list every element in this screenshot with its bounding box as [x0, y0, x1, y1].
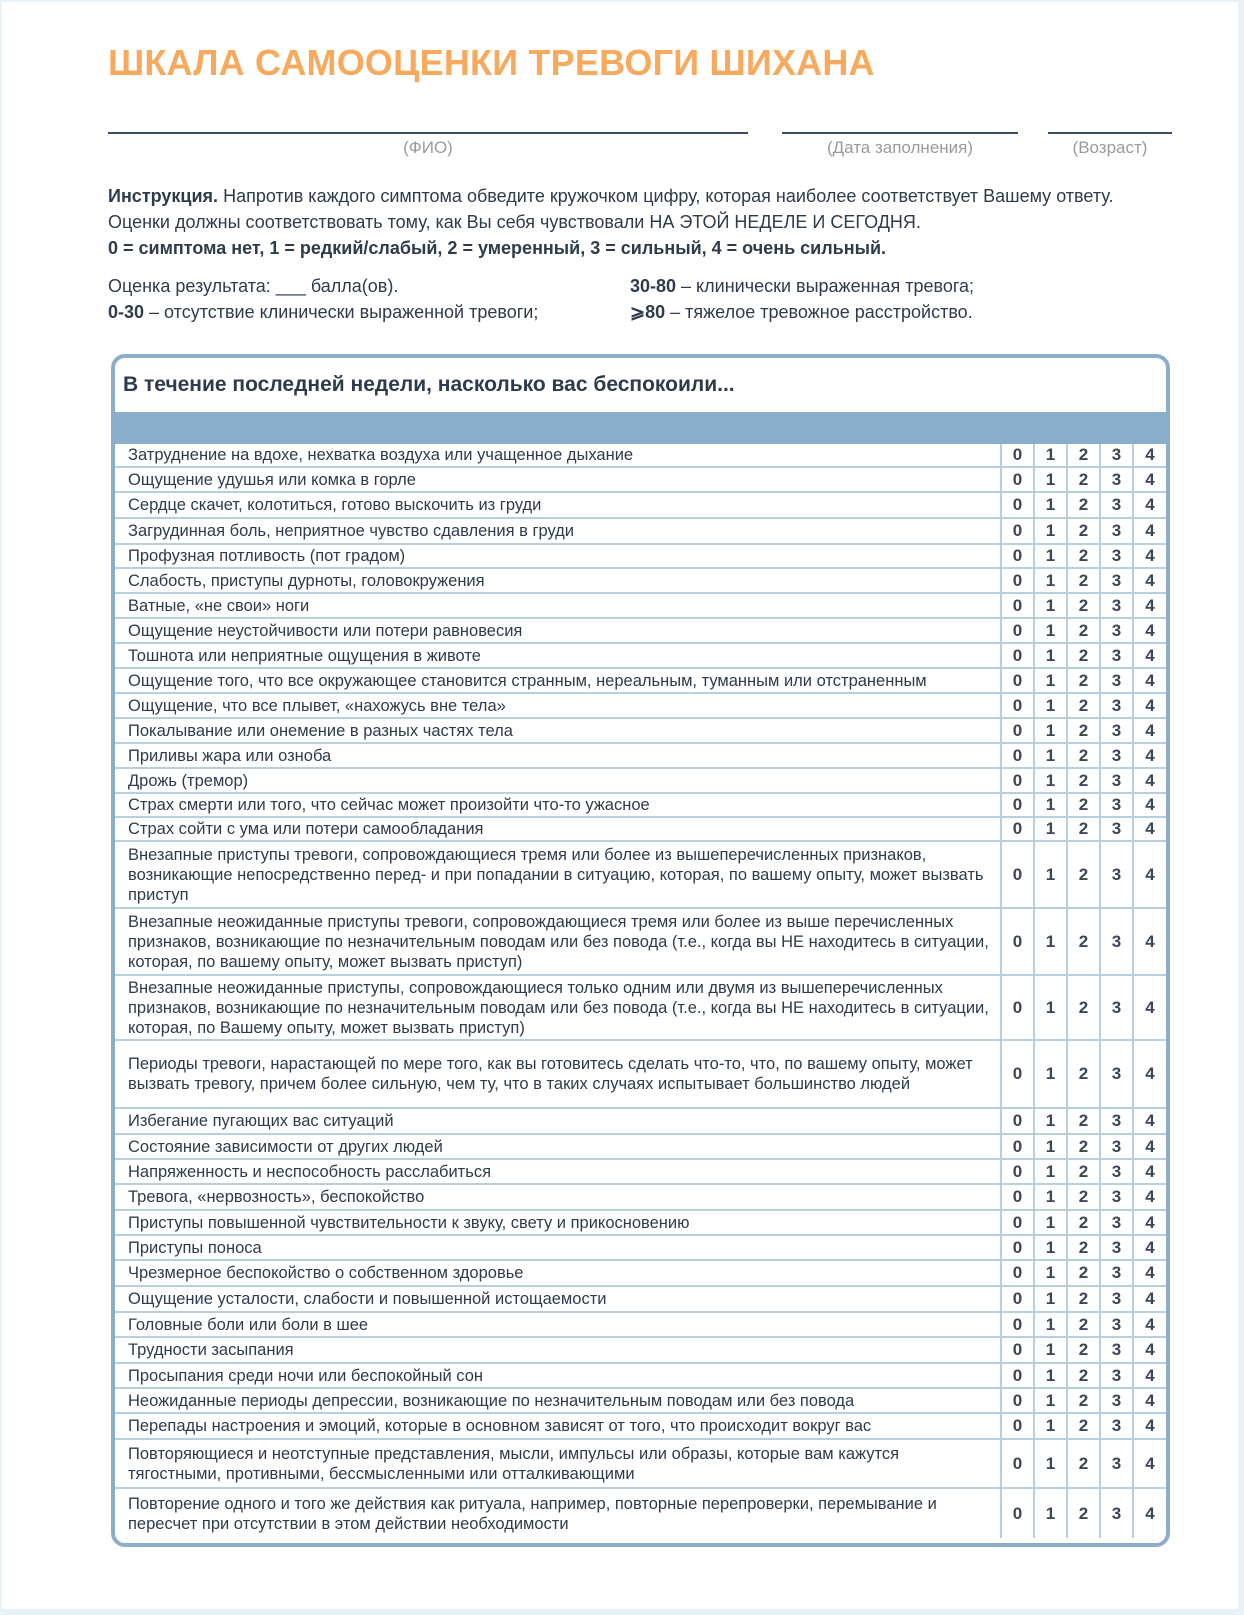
age-line[interactable]: [1048, 132, 1172, 134]
symptom-text: Приливы жара или озноба: [115, 744, 1002, 767]
symptom-text: Ватные, «не свои» ноги: [115, 594, 1002, 617]
table-row: [115, 545, 1166, 569]
score-option-3[interactable]: 3: [1101, 1185, 1134, 1209]
range-mid-text: – клинически выраженная тревога;: [676, 276, 975, 296]
table-row: [115, 594, 1166, 619]
score-option-2[interactable]: 2: [1068, 1160, 1101, 1183]
score-option-0[interactable]: 0: [1002, 444, 1035, 466]
score-option-1[interactable]: 1: [1035, 769, 1068, 792]
symptom-text: Ощущение неустойчивости или потери равновесия: [115, 619, 1002, 642]
range-mid: [630, 273, 974, 299]
score-option-3[interactable]: 3: [1101, 1109, 1134, 1133]
range-low: [108, 299, 538, 325]
score-option-2[interactable]: 2: [1068, 1364, 1101, 1387]
score-option-1[interactable]: 1: [1035, 594, 1068, 617]
score-option-3[interactable]: 3: [1101, 1313, 1134, 1336]
symptom-text: Повторяющиеся и неотступные представления, мысли, импульсы или образы, которые вам кажутся тягостными, противными, бессмысленными или отталкивающими: [115, 1440, 1002, 1487]
score-option-2[interactable]: 2: [1068, 769, 1101, 792]
score-option-0[interactable]: 0: [1002, 818, 1035, 840]
score-option-2[interactable]: 2: [1068, 1313, 1101, 1336]
table-row: [115, 769, 1166, 794]
score-option-0[interactable]: 0: [1002, 1185, 1035, 1209]
score-option-2[interactable]: 2: [1068, 1211, 1101, 1234]
score-option-4[interactable]: 4: [1145, 645, 1155, 665]
score-option-3[interactable]: 3: [1101, 444, 1134, 466]
score-option-0[interactable]: 0: [1002, 594, 1035, 617]
score-option-3[interactable]: 3: [1101, 818, 1134, 840]
score-option-1[interactable]: 1: [1035, 794, 1068, 816]
table-row: [115, 1364, 1166, 1389]
score-option-1[interactable]: 1: [1035, 468, 1068, 491]
score-option-4[interactable]: 4: [1145, 745, 1155, 765]
score-option-2[interactable]: 2: [1068, 818, 1101, 840]
score-option-1[interactable]: 1: [1035, 1414, 1068, 1438]
page: [2, 2, 1238, 1609]
table-row: [115, 644, 1166, 669]
score-option-1[interactable]: 1: [1035, 444, 1068, 466]
result-label: Оценка результата: ___ балла(ов).: [108, 276, 399, 296]
score-option-3[interactable]: 3: [1101, 569, 1134, 592]
symptom-text: Затруднение на вдохе, нехватка воздуха или учащенное дыхание: [115, 444, 1002, 466]
score-option-1[interactable]: 1: [1035, 1160, 1068, 1183]
score-option-3[interactable]: 3: [1101, 493, 1134, 517]
instruction-text: Напротив каждого симптома обведите кружочком цифру, которая наиболее соответствует Вашему ответу. Оценки должны соответствовать тому, как Вы себя чувствовали НА ЭТОЙ НЕДЕЛЕ И СЕГОДНЯ.: [108, 186, 1114, 232]
scale-legend: 0 = симптома нет, 1 = редкий/слабый, 2 = умеренный, 3 = сильный, 4 = очень сильный.: [108, 238, 887, 258]
table-row: [115, 719, 1166, 744]
score-option-1[interactable]: 1: [1035, 1261, 1068, 1285]
score-option-4[interactable]: 4: [1145, 1340, 1155, 1359]
score-option-1[interactable]: 1: [1035, 669, 1068, 692]
score-option-0[interactable]: 0: [1002, 694, 1035, 717]
score-option-1[interactable]: 1: [1035, 818, 1068, 840]
score-option-0[interactable]: 0: [1002, 769, 1035, 792]
score-option-3[interactable]: 3: [1101, 976, 1134, 1039]
score-option-0[interactable]: 0: [1002, 669, 1035, 692]
score-option-0[interactable]: 0: [1002, 1440, 1035, 1487]
table-header-band: [115, 412, 1166, 444]
score-option-2[interactable]: 2: [1068, 1185, 1101, 1209]
score-option-4[interactable]: 4: [1145, 819, 1155, 838]
score-option-4[interactable]: 4: [1145, 997, 1155, 1017]
name-label: (ФИО): [403, 138, 453, 157]
score-option-4[interactable]: 4: [1145, 1390, 1155, 1410]
score-option-0[interactable]: 0: [1002, 1109, 1035, 1133]
score-option-1[interactable]: 1: [1035, 1135, 1068, 1158]
score-option-4[interactable]: 4: [1145, 1416, 1155, 1435]
table-heading: В течение последней недели, насколько вас беспокоили...: [123, 373, 735, 396]
score-option-3[interactable]: 3: [1101, 644, 1134, 667]
score-option-1[interactable]: 1: [1035, 1041, 1068, 1107]
score-option-3[interactable]: 3: [1101, 1287, 1134, 1311]
score-option-4[interactable]: 4: [1145, 1237, 1155, 1257]
symptom-text: Профузная потливость (пот градом): [115, 545, 1002, 567]
range-high: [630, 299, 974, 325]
score-option-2[interactable]: 2: [1068, 493, 1101, 517]
date-label: (Дата заполнения): [826, 138, 974, 157]
score-option-4[interactable]: 4: [1145, 1187, 1155, 1206]
score-option-0[interactable]: 0: [1002, 545, 1035, 567]
score-option-2[interactable]: 2: [1068, 976, 1101, 1039]
score-option-0[interactable]: 0: [1002, 1287, 1035, 1311]
score-option-2[interactable]: 2: [1068, 909, 1101, 974]
score-option-2[interactable]: 2: [1068, 794, 1101, 816]
name-line[interactable]: [108, 132, 748, 134]
symptom-text: Внезапные неожиданные приступы тревоги, сопровождающиеся тремя или более из выше перечисленных признаков, возникающие по незначительным поводам или без повода (т.е., когда вы НЕ находитесь в ситуации, которая, по вашему опыту, может вызвать приступ): [115, 909, 1002, 974]
range-mid-value: 30-80: [630, 276, 677, 296]
range-low-text: – отсутствие клинически выраженной тревоги;: [144, 302, 539, 322]
document-title: ШКАЛА САМООЦЕНКИ ТРЕВОГИ ШИХАНА: [108, 42, 875, 83]
score-option-4[interactable]: 4: [1145, 1212, 1155, 1232]
score-option-0[interactable]: 0: [1002, 842, 1035, 907]
score-option-1[interactable]: 1: [1035, 909, 1068, 974]
score-option-3[interactable]: 3: [1101, 1135, 1134, 1158]
symptom-text: Приступы повышенной чувствительности к звуку, свету и прикосновению: [115, 1211, 1002, 1234]
score-option-3[interactable]: 3: [1101, 1414, 1134, 1438]
score-option-1[interactable]: 1: [1035, 1211, 1068, 1234]
score-option-2[interactable]: 2: [1068, 1261, 1101, 1285]
score-option-0[interactable]: 0: [1002, 1338, 1035, 1362]
table-row: [115, 1440, 1166, 1489]
score-option-4[interactable]: 4: [1145, 469, 1155, 489]
score-option-1[interactable]: 1: [1035, 569, 1068, 592]
score-option-0[interactable]: 0: [1002, 519, 1035, 543]
score-option-1[interactable]: 1: [1035, 1185, 1068, 1209]
symptom-text: Покалывание или онемение в разных частях тела: [115, 719, 1002, 742]
table-row: [115, 1313, 1166, 1338]
score-option-1[interactable]: 1: [1035, 1440, 1068, 1487]
score-option-4[interactable]: 4: [1145, 864, 1155, 884]
score-option-4[interactable]: 4: [1145, 770, 1155, 790]
table-row: [115, 1109, 1166, 1135]
score-option-4[interactable]: 4: [1145, 445, 1155, 464]
score-option-0[interactable]: 0: [1002, 1236, 1035, 1259]
score-option-0[interactable]: 0: [1002, 1160, 1035, 1183]
table-row: [115, 569, 1166, 594]
score-option-4[interactable]: 4: [1145, 570, 1155, 590]
score-option-2[interactable]: 2: [1068, 444, 1101, 466]
score-option-3[interactable]: 3: [1101, 769, 1134, 792]
symptom-text: Чрезмерное беспокойство о собственном здоровье: [115, 1261, 1002, 1285]
table-row: [115, 519, 1166, 545]
score-option-2[interactable]: 2: [1068, 1236, 1101, 1259]
table-row: [115, 1414, 1166, 1440]
table-row: [115, 1236, 1166, 1261]
score-option-1[interactable]: 1: [1035, 719, 1068, 742]
score-option-3[interactable]: 3: [1101, 719, 1134, 742]
score-option-4[interactable]: 4: [1145, 1263, 1155, 1282]
score-option-1[interactable]: 1: [1035, 519, 1068, 543]
score-option-0[interactable]: 0: [1002, 909, 1035, 974]
score-option-3[interactable]: 3: [1101, 694, 1134, 717]
table-row: [115, 976, 1166, 1041]
score-option-2[interactable]: 2: [1068, 719, 1101, 742]
score-option-2[interactable]: 2: [1068, 1135, 1101, 1158]
score-option-2[interactable]: 2: [1068, 1414, 1101, 1438]
score-option-4[interactable]: 4: [1145, 1136, 1155, 1156]
score-option-1[interactable]: 1: [1035, 644, 1068, 667]
range-high-text: – тяжелое тревожное расстройство.: [665, 302, 973, 322]
name-field[interactable]: [108, 132, 748, 158]
score-option-4[interactable]: 4: [1145, 670, 1155, 690]
score-option-1[interactable]: 1: [1035, 1338, 1068, 1362]
range-low-value: 0-30: [108, 302, 145, 322]
symptom-text: Периоды тревоги, нарастающей по мере того, как вы готовитесь сделать что-то, что, по вашему опыту, может вызвать тревогу, причем более сильную, чем ту, что в таких случаях испытывает большинство людей: [115, 1041, 1002, 1107]
score-option-1[interactable]: 1: [1035, 1313, 1068, 1336]
score-option-2[interactable]: 2: [1068, 1389, 1101, 1412]
score-option-4[interactable]: 4: [1145, 1161, 1155, 1181]
score-option-2[interactable]: 2: [1068, 468, 1101, 491]
score-option-1[interactable]: 1: [1035, 545, 1068, 567]
score-option-3[interactable]: 3: [1101, 619, 1134, 642]
score-option-0[interactable]: 0: [1002, 719, 1035, 742]
instruction-heading: Инструкция.: [108, 186, 219, 206]
table-rows: [115, 444, 1166, 1538]
score-option-1[interactable]: 1: [1035, 1236, 1068, 1259]
score-option-0[interactable]: 0: [1002, 1041, 1035, 1107]
table-row: [115, 1135, 1166, 1160]
age-field[interactable]: [1048, 132, 1172, 158]
score-option-3[interactable]: 3: [1101, 519, 1134, 543]
symptom-text: Тревога, «нервозность», беспокойство: [115, 1185, 1002, 1209]
score-option-4[interactable]: 4: [1145, 546, 1155, 565]
score-option-0[interactable]: 0: [1002, 976, 1035, 1039]
score-option-0[interactable]: 0: [1002, 493, 1035, 517]
score-option-0[interactable]: 0: [1002, 1261, 1035, 1285]
symptom-table: [111, 354, 1170, 1547]
table-row: [115, 444, 1166, 468]
symptom-text: Ощущение того, что все окружающее становится странным, нереальным, туманным или отстраненным: [115, 669, 1002, 692]
table-row: [115, 794, 1166, 818]
score-option-4[interactable]: 4: [1145, 1064, 1155, 1083]
table-row: [115, 842, 1166, 909]
date-field[interactable]: [782, 132, 1018, 158]
table-row: [115, 1160, 1166, 1185]
score-option-4[interactable]: 4: [1145, 1111, 1155, 1130]
score-option-2[interactable]: 2: [1068, 694, 1101, 717]
score-option-3[interactable]: 3: [1101, 1211, 1134, 1234]
symptom-text: Слабость, приступы дурноты, головокружения: [115, 569, 1002, 592]
symptom-text: Загрудинная боль, неприятное чувство сдавления в груди: [115, 519, 1002, 543]
instruction-block: [108, 183, 1148, 261]
score-option-4[interactable]: 4: [1145, 495, 1155, 514]
symptom-text: Повторение одного и того же действия как ритуала, например, повторные перепроверки, перемывание и пересчет при отсутствии в этом действии необходимости: [115, 1489, 1002, 1538]
score-option-2[interactable]: 2: [1068, 1338, 1101, 1362]
score-option-1[interactable]: 1: [1035, 1109, 1068, 1133]
score-option-3[interactable]: 3: [1101, 1041, 1134, 1107]
score-option-3[interactable]: 3: [1101, 545, 1134, 567]
score-option-3[interactable]: 3: [1101, 842, 1134, 907]
table-row: [115, 909, 1166, 976]
score-option-3[interactable]: 3: [1101, 1160, 1134, 1183]
score-option-0[interactable]: 0: [1002, 1414, 1035, 1438]
date-line[interactable]: [782, 132, 1018, 134]
score-option-2[interactable]: 2: [1068, 594, 1101, 617]
score-option-4[interactable]: 4: [1145, 521, 1155, 540]
symptom-text: Состояние зависимости от других людей: [115, 1135, 1002, 1158]
score-option-2[interactable]: 2: [1068, 1287, 1101, 1311]
symptom-text: Перепады настроения и эмоций, которые в основном зависят от того, что происходит вокруг вас: [115, 1414, 1002, 1438]
score-option-1[interactable]: 1: [1035, 694, 1068, 717]
symptom-text: Головные боли или боли в шее: [115, 1313, 1002, 1336]
score-option-4[interactable]: 4: [1145, 1453, 1155, 1473]
symptom-text: Напряженность и неспособность расслабиться: [115, 1160, 1002, 1183]
score-option-4[interactable]: 4: [1145, 720, 1155, 740]
table-row: [115, 744, 1166, 769]
score-option-3[interactable]: 3: [1101, 1389, 1134, 1412]
score-option-3[interactable]: 3: [1101, 1338, 1134, 1362]
score-option-2[interactable]: 2: [1068, 842, 1101, 907]
score-option-2[interactable]: 2: [1068, 644, 1101, 667]
symptom-text: Тошнота или неприятные ощущения в животе: [115, 644, 1002, 667]
score-option-1[interactable]: 1: [1035, 1389, 1068, 1412]
table-row: [115, 1211, 1166, 1236]
score-option-4[interactable]: 4: [1145, 620, 1155, 640]
symptom-text: Ощущение усталости, слабости и повышенной истощаемости: [115, 1287, 1002, 1311]
score-option-0[interactable]: 0: [1002, 1135, 1035, 1158]
score-option-2[interactable]: 2: [1068, 1440, 1101, 1487]
symptom-text: Ощущение, что все плывет, «нахожусь вне тела»: [115, 694, 1002, 717]
score-option-2[interactable]: 2: [1068, 1489, 1101, 1538]
score-option-0[interactable]: 0: [1002, 1313, 1035, 1336]
score-option-0[interactable]: 0: [1002, 468, 1035, 491]
score-option-1[interactable]: 1: [1035, 842, 1068, 907]
score-option-3[interactable]: 3: [1101, 1364, 1134, 1387]
table-row: [115, 1041, 1166, 1109]
score-option-1[interactable]: 1: [1035, 1364, 1068, 1387]
table-row: [115, 1287, 1166, 1313]
symptom-text: Страх смерти или того, что сейчас может произойти что-то ужасное: [115, 794, 1002, 816]
symptom-text: Избегание пугающих вас ситуаций: [115, 1109, 1002, 1133]
score-option-4[interactable]: 4: [1145, 595, 1155, 615]
score-option-4[interactable]: 4: [1145, 695, 1155, 715]
symptom-text: Ощущение удушья или комка в горле: [115, 468, 1002, 491]
score-option-2[interactable]: 2: [1068, 1041, 1101, 1107]
score-option-3[interactable]: 3: [1101, 909, 1134, 974]
score-option-0[interactable]: 0: [1002, 744, 1035, 767]
score-option-4[interactable]: 4: [1145, 795, 1155, 814]
score-option-4[interactable]: 4: [1145, 1314, 1155, 1334]
score-option-3[interactable]: 3: [1101, 669, 1134, 692]
score-option-1[interactable]: 1: [1035, 1287, 1068, 1311]
score-option-0[interactable]: 0: [1002, 619, 1035, 642]
table-row: [115, 1261, 1166, 1287]
score-option-1[interactable]: 1: [1035, 744, 1068, 767]
score-option-1[interactable]: 1: [1035, 493, 1068, 517]
symptom-text: Неожиданные периоды депрессии, возникающие по незначительным поводам или без повода: [115, 1389, 1002, 1412]
table-row: [115, 1338, 1166, 1364]
table-row: [115, 1389, 1166, 1414]
table-row: [115, 1185, 1166, 1211]
score-option-4[interactable]: 4: [1145, 1289, 1155, 1308]
symptom-text: Внезапные неожиданные приступы, сопровождающиеся только одним или двумя из вышеперечисленных признаков, возникающие по незначительным поводам или без повода (т.е., когда вы НЕ находитесь в ситуации, которая, по Вашему опыту, может вызвать приступ): [115, 976, 1002, 1039]
score-option-0[interactable]: 0: [1002, 1489, 1035, 1538]
score-option-1[interactable]: 1: [1035, 619, 1068, 642]
age-label: (Возраст): [1072, 138, 1148, 157]
scoring-left: [108, 273, 538, 325]
score-option-0[interactable]: 0: [1002, 1211, 1035, 1234]
score-option-3[interactable]: 3: [1101, 1440, 1134, 1487]
table-row: [115, 694, 1166, 719]
score-option-1[interactable]: 1: [1035, 976, 1068, 1039]
symptom-text: Трудности засыпания: [115, 1338, 1002, 1362]
symptom-text: Приступы поноса: [115, 1236, 1002, 1259]
score-option-2[interactable]: 2: [1068, 619, 1101, 642]
score-option-2[interactable]: 2: [1068, 1109, 1101, 1133]
score-option-2[interactable]: 2: [1068, 744, 1101, 767]
score-option-2[interactable]: 2: [1068, 545, 1101, 567]
score-option-0[interactable]: 0: [1002, 1389, 1035, 1412]
score-option-3[interactable]: 3: [1101, 594, 1134, 617]
score-option-4[interactable]: 4: [1145, 1365, 1155, 1385]
score-option-4[interactable]: 4: [1145, 1503, 1155, 1523]
score-option-3[interactable]: 3: [1101, 744, 1134, 767]
score-option-1[interactable]: 1: [1035, 1489, 1068, 1538]
score-option-3[interactable]: 3: [1101, 1489, 1134, 1538]
table-row: [115, 669, 1166, 694]
table-row: [115, 818, 1166, 842]
score-option-0[interactable]: 0: [1002, 794, 1035, 816]
scoring-right: [630, 273, 974, 325]
symptom-text: Дрожь (тремор): [115, 769, 1002, 792]
score-option-3[interactable]: 3: [1101, 794, 1134, 816]
score-option-0[interactable]: 0: [1002, 644, 1035, 667]
score-option-0[interactable]: 0: [1002, 1364, 1035, 1387]
symptom-text: Просыпания среди ночи или беспокойный сон: [115, 1364, 1002, 1387]
score-option-3[interactable]: 3: [1101, 468, 1134, 491]
score-option-4[interactable]: 4: [1145, 931, 1155, 951]
table-row: [115, 468, 1166, 493]
score-option-2[interactable]: 2: [1068, 669, 1101, 692]
score-option-3[interactable]: 3: [1101, 1236, 1134, 1259]
table-row: [115, 1489, 1166, 1538]
table-row: [115, 493, 1166, 519]
symptom-text: Внезапные приступы тревоги, сопровождающиеся тремя или более из вышеперечисленных признаков, возникающие непосредственно перед- и при попадании в ситуацию, которая, по вашему опыту, может вызвать приступ: [115, 842, 1002, 907]
score-option-0[interactable]: 0: [1002, 569, 1035, 592]
range-high-value: ⩾80: [630, 302, 666, 322]
score-option-3[interactable]: 3: [1101, 1261, 1134, 1285]
symptom-text: Сердце скачет, колотиться, готово выскочить из груди: [115, 493, 1002, 517]
score-option-2[interactable]: 2: [1068, 569, 1101, 592]
score-option-2[interactable]: 2: [1068, 519, 1101, 543]
symptom-text: Страх сойти с ума или потери самообладания: [115, 818, 1002, 840]
table-row: [115, 619, 1166, 644]
